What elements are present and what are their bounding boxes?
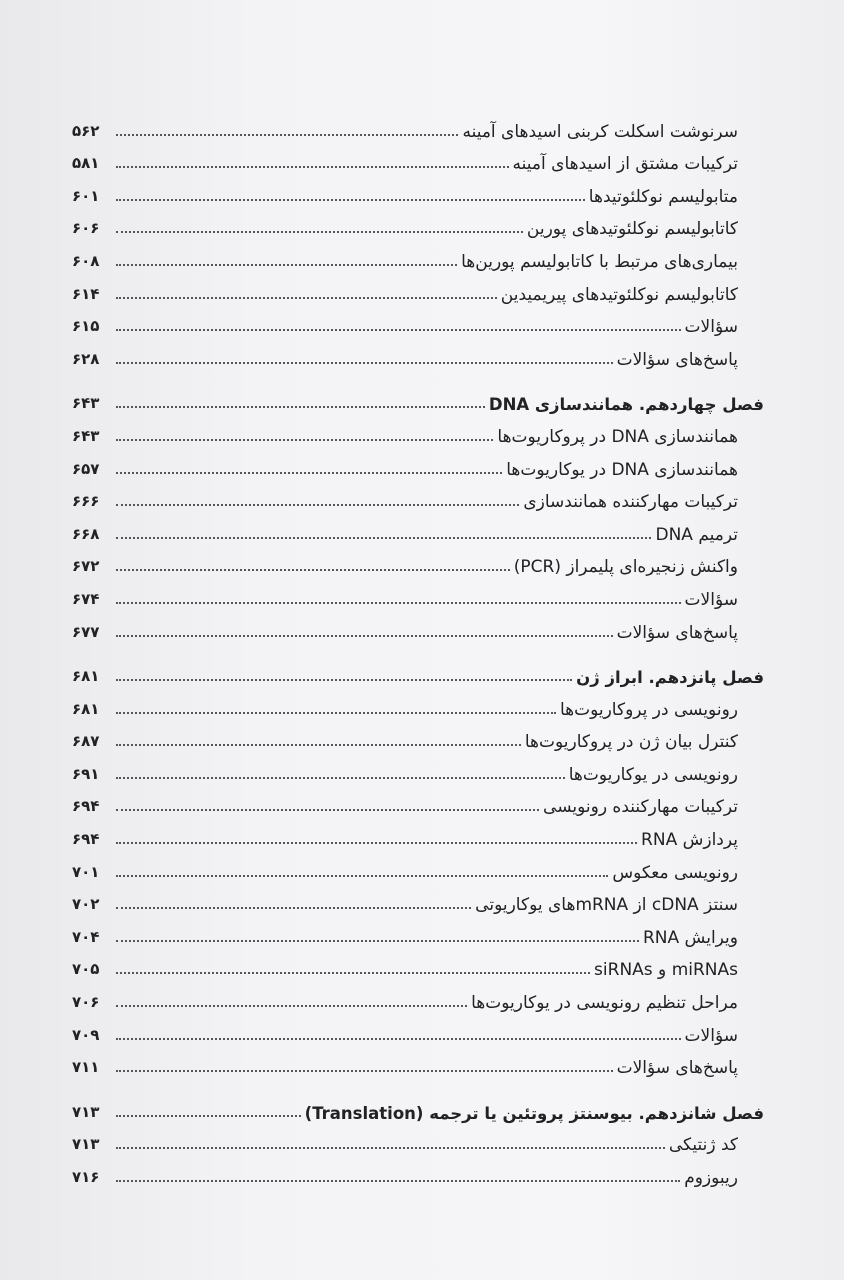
chapter-heading bbox=[72, 385, 764, 418]
entry-title: سؤالات bbox=[684, 317, 738, 338]
dot-leader bbox=[116, 809, 539, 811]
page-number: ۶۶۸ bbox=[72, 524, 100, 543]
dot-leader bbox=[116, 907, 471, 909]
page-number: ۷۰۶ bbox=[72, 993, 100, 1012]
dot-leader bbox=[116, 875, 608, 877]
toc-entry bbox=[72, 112, 764, 145]
page-number: ۶۱۴ bbox=[72, 284, 100, 303]
toc-entry bbox=[72, 951, 764, 984]
dot-leader bbox=[116, 602, 681, 604]
dot-leader bbox=[116, 231, 523, 233]
dot-leader bbox=[116, 472, 502, 474]
toc-entry bbox=[72, 1016, 764, 1049]
toc-entry bbox=[72, 580, 764, 613]
entry-title: بیماری‌های مرتبط با کاتابولیسم پورین‌ها bbox=[461, 251, 738, 272]
toc-entry bbox=[72, 886, 764, 919]
entry-title: سؤالات bbox=[684, 1025, 738, 1046]
entry-title: مراحل تنظیم رونویسی در یوکاریوت‌ها bbox=[471, 993, 738, 1014]
toc-entry bbox=[72, 275, 764, 308]
dot-leader bbox=[116, 264, 457, 266]
entry-title: سرنوشت اسکلت کربنی اسیدهای آمینه bbox=[462, 121, 738, 142]
dot-leader bbox=[116, 1115, 301, 1117]
page-number: ۶۲۸ bbox=[72, 349, 100, 368]
chapter-title: فصل چهاردهم. همانندسازی DNA bbox=[488, 395, 764, 415]
entry-title: سؤالات bbox=[684, 589, 738, 610]
entry-title: کنترل بیان ژن در پروکاریوت‌ها bbox=[524, 732, 738, 753]
toc-entry bbox=[72, 788, 764, 821]
page-number: ۷۱۳ bbox=[72, 1135, 100, 1154]
page-number: ۶۹۴ bbox=[72, 797, 100, 816]
toc-entry bbox=[72, 210, 764, 243]
dot-leader bbox=[116, 744, 521, 746]
section-gap bbox=[72, 646, 764, 658]
dot-leader bbox=[116, 1180, 680, 1182]
page-number: ۶۷۴ bbox=[72, 589, 100, 608]
entry-title: ویرایش RNA bbox=[642, 927, 738, 948]
page-number: ۷۱۳ bbox=[72, 1102, 100, 1121]
toc-entry bbox=[72, 1126, 764, 1159]
dot-leader bbox=[116, 1147, 665, 1149]
page-number: ۷۰۲ bbox=[72, 895, 100, 914]
dot-leader bbox=[116, 362, 613, 364]
dot-leader bbox=[116, 166, 509, 168]
entry-title: کد ژنتیکی bbox=[668, 1135, 738, 1156]
page-number: ۷۱۱ bbox=[72, 1058, 100, 1077]
toc-entry bbox=[72, 340, 764, 373]
toc-entry bbox=[72, 548, 764, 581]
dot-leader bbox=[116, 1038, 681, 1040]
page-number: ۶۸۱ bbox=[72, 667, 100, 686]
page-number: ۶۹۱ bbox=[72, 764, 100, 783]
entry-title: ترکیبات مشتق از اسیدهای آمینه bbox=[512, 154, 738, 175]
entry-title: ترکیبات مهارکننده همانندسازی bbox=[523, 492, 738, 513]
page-number: ۷۰۹ bbox=[72, 1025, 100, 1044]
dot-leader bbox=[116, 940, 639, 942]
entry-title: واکنش زنجیره‌ای پلیمراز (PCR) bbox=[513, 557, 738, 578]
dot-leader bbox=[116, 679, 572, 681]
toc-entry bbox=[72, 483, 764, 516]
chapter-title: فصل شانزدهم. بیوسنتز پروتئین یا ترجمه (Translation) bbox=[304, 1103, 764, 1123]
toc-entry bbox=[72, 1049, 764, 1082]
entry-title: کاتابولیسم نوکلئوتیدهای پورین bbox=[526, 219, 738, 240]
entry-title: پردازش RNA bbox=[641, 830, 738, 851]
table-of-contents bbox=[72, 112, 764, 1191]
entry-title: رونویسی در پروکاریوت‌ها bbox=[559, 699, 738, 720]
page-number: ۵۶۲ bbox=[72, 121, 100, 140]
dot-leader bbox=[116, 297, 497, 299]
toc-entry bbox=[72, 145, 764, 178]
entry-title: سنتز cDNA از mRNAهای یوکاریوتی bbox=[475, 895, 738, 916]
page-number: ۶۹۴ bbox=[72, 830, 100, 849]
dot-leader bbox=[116, 842, 637, 844]
dot-leader bbox=[116, 537, 651, 539]
page-number: ۷۱۶ bbox=[72, 1168, 100, 1186]
dot-leader bbox=[116, 329, 681, 331]
entry-title: رونویسی در یوکاریوت‌ها bbox=[568, 764, 738, 785]
toc-entry bbox=[72, 613, 764, 646]
toc-entry bbox=[72, 1158, 764, 1191]
dot-leader bbox=[116, 972, 590, 974]
entry-title: miRNAs و siRNAs bbox=[594, 960, 738, 981]
page-number: ۶۸۷ bbox=[72, 732, 100, 751]
page-number: ۶۸۱ bbox=[72, 699, 100, 718]
toc-entry bbox=[72, 983, 764, 1016]
entry-title: پاسخ‌های سؤالات bbox=[616, 1058, 738, 1079]
section-gap bbox=[72, 373, 764, 385]
chapter-title: فصل پانزدهم. ابراز ژن bbox=[576, 668, 764, 688]
page-number: ۶۱۵ bbox=[72, 317, 100, 336]
toc-entry bbox=[72, 853, 764, 886]
toc-entry bbox=[72, 690, 764, 723]
dot-leader bbox=[116, 134, 458, 136]
dot-leader bbox=[116, 1005, 467, 1007]
page-number: ۷۰۵ bbox=[72, 960, 100, 979]
toc-entry bbox=[72, 820, 764, 853]
entry-title: پاسخ‌های سؤالات bbox=[616, 349, 738, 370]
page-number: ۶۰۶ bbox=[72, 219, 100, 238]
dot-leader bbox=[116, 406, 485, 408]
toc-entry bbox=[72, 755, 764, 788]
page-number: ۶۵۷ bbox=[72, 459, 100, 478]
toc-entry bbox=[72, 242, 764, 275]
entry-title: همانندسازی DNA در پروکاریوت‌ها bbox=[497, 426, 738, 447]
page-number: ۶۶۶ bbox=[72, 492, 100, 511]
toc-entry bbox=[72, 177, 764, 210]
toc-entry bbox=[72, 308, 764, 341]
page-number: ۶۰۸ bbox=[72, 251, 100, 270]
dot-leader bbox=[116, 199, 585, 201]
dot-leader bbox=[116, 635, 613, 637]
entry-title: کاتابولیسم نوکلئوتیدهای پیریمیدین bbox=[500, 284, 738, 305]
entry-title: ریبوزوم bbox=[684, 1168, 738, 1188]
entry-title: ترمیم DNA bbox=[655, 524, 738, 545]
dot-leader bbox=[116, 712, 556, 714]
chapter-heading bbox=[72, 658, 764, 691]
page-number: ۶۷۲ bbox=[72, 557, 100, 576]
toc-entry bbox=[72, 723, 764, 756]
toc-entry bbox=[72, 515, 764, 548]
page-number: ۷۰۱ bbox=[72, 862, 100, 881]
toc-entry bbox=[72, 918, 764, 951]
entry-title: پاسخ‌های سؤالات bbox=[616, 622, 738, 643]
dot-leader bbox=[116, 504, 519, 506]
page-number: ۶۷۷ bbox=[72, 622, 100, 641]
page-number: ۶۰۱ bbox=[72, 186, 100, 205]
chapter-heading bbox=[72, 1093, 764, 1126]
page-number: ۶۴۳ bbox=[72, 426, 100, 445]
toc-entry bbox=[72, 417, 764, 450]
dot-leader bbox=[116, 569, 510, 571]
dot-leader bbox=[116, 777, 565, 779]
dot-leader bbox=[116, 1070, 613, 1072]
entry-title: همانندسازی DNA در یوکاریوت‌ها bbox=[506, 459, 738, 480]
page-number: ۷۰۴ bbox=[72, 927, 100, 946]
page-number: ۵۸۱ bbox=[72, 154, 100, 173]
entry-title: رونویسی معکوس bbox=[612, 862, 738, 883]
page-number: ۶۴۳ bbox=[72, 394, 100, 413]
toc-entry bbox=[72, 450, 764, 483]
dot-leader bbox=[116, 439, 493, 441]
entry-title: ترکیبات مهارکننده رونویسی bbox=[543, 797, 738, 818]
entry-title: متابولیسم نوکلئوتیدها bbox=[588, 186, 738, 207]
section-gap bbox=[72, 1081, 764, 1093]
